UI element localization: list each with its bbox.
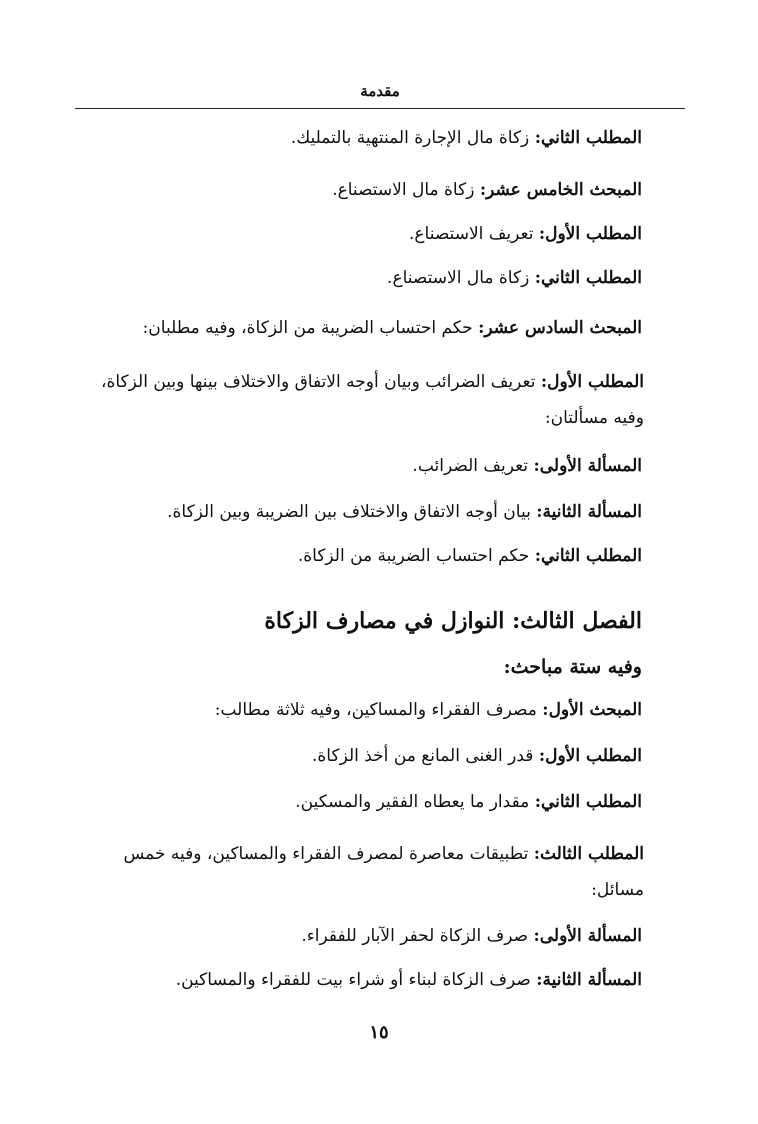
toc-entry	[167, 502, 642, 522]
toc-entry	[332, 180, 642, 200]
entry-text: تعريف الاستصناع.	[408, 224, 539, 244]
entry-text: صرف الزكاة لحفر الآبار للفقراء.	[301, 926, 534, 946]
chapter-subtitle: وفيه ستة مباحث:	[503, 656, 642, 678]
entry-text: مصرف الفقراء والمساكين، وفيه ثلاثة مطالب:	[214, 700, 543, 720]
toc-entry	[70, 836, 644, 908]
entry-text: بيان أوجه الاتفاق والاختلاف بين الضريبة وبين الزكاة.	[167, 502, 537, 522]
entry-label: المسألة الثانية:	[536, 502, 642, 522]
toc-entry	[312, 746, 642, 766]
entry-text: حكم احتساب الضريبة من الزكاة، وفيه مطلبان:	[142, 318, 479, 338]
entry-label: المطلب الثالث:	[533, 844, 644, 864]
toc-entry	[70, 364, 644, 436]
toc-entry	[301, 926, 642, 946]
toc-entry	[143, 318, 642, 338]
running-header: مقدمة	[360, 82, 400, 100]
header-rule	[75, 108, 685, 109]
toc-entry	[295, 792, 642, 812]
entry-label: المطلب الأول:	[538, 746, 642, 766]
toc-entry	[298, 546, 642, 566]
entry-text: تعريف الضرائب وبيان أوجه الاتفاق والاختلاف بينها وبين الزكاة، وفيه مسألتان:	[100, 372, 644, 428]
entry-label: المسألة الأولى:	[533, 926, 642, 946]
page-number: ١٥	[369, 1022, 389, 1043]
toc-entry	[176, 970, 642, 990]
entry-text: زكاة مال الاستصناع.	[332, 180, 480, 200]
entry-label: المبحث الأول:	[542, 700, 642, 720]
entry-label: المسألة الثانية:	[536, 970, 642, 990]
entry-text: حكم احتساب الضريبة من الزكاة.	[297, 546, 535, 566]
entry-label: المطلب الثاني:	[534, 792, 642, 812]
entry-text: زكاة مال الاستصناع.	[387, 268, 535, 288]
toc-entry	[291, 128, 642, 148]
entry-text: زكاة مال الإجارة المنتهية بالتمليك.	[290, 128, 535, 148]
entry-label: المبحث السادس عشر:	[478, 318, 642, 338]
toc-entry	[215, 700, 642, 720]
entry-label: المطلب الثاني:	[534, 546, 642, 566]
entry-label: المبحث الخامس عشر:	[479, 180, 642, 200]
entry-text: صرف الزكاة لبناء أو شراء بيت للفقراء والمساكين.	[175, 970, 537, 990]
entry-label: المطلب الأول:	[538, 224, 642, 244]
chapter-title: الفصل الثالث: النوازل في مصارف الزكاة	[264, 608, 642, 634]
toc-entry	[412, 456, 642, 476]
entry-text: تطبيقات معاصرة لمصرف الفقراء والمساكين، وفيه خمس مسائل:	[123, 844, 644, 900]
entry-text: مقدار ما يعطاه الفقير والمسكين.	[295, 792, 535, 812]
entry-text: قدر الغنى المانع من أخذ الزكاة.	[311, 746, 539, 766]
entry-label: المطلب الثاني:	[534, 128, 642, 148]
toc-entry	[387, 268, 642, 288]
entry-label: المطلب الثاني:	[534, 268, 642, 288]
entry-text: تعريف الضرائب.	[412, 456, 534, 476]
entry-label: المطلب الأول:	[540, 372, 644, 392]
toc-entry	[409, 224, 642, 244]
entry-label: المسألة الأولى:	[533, 456, 642, 476]
